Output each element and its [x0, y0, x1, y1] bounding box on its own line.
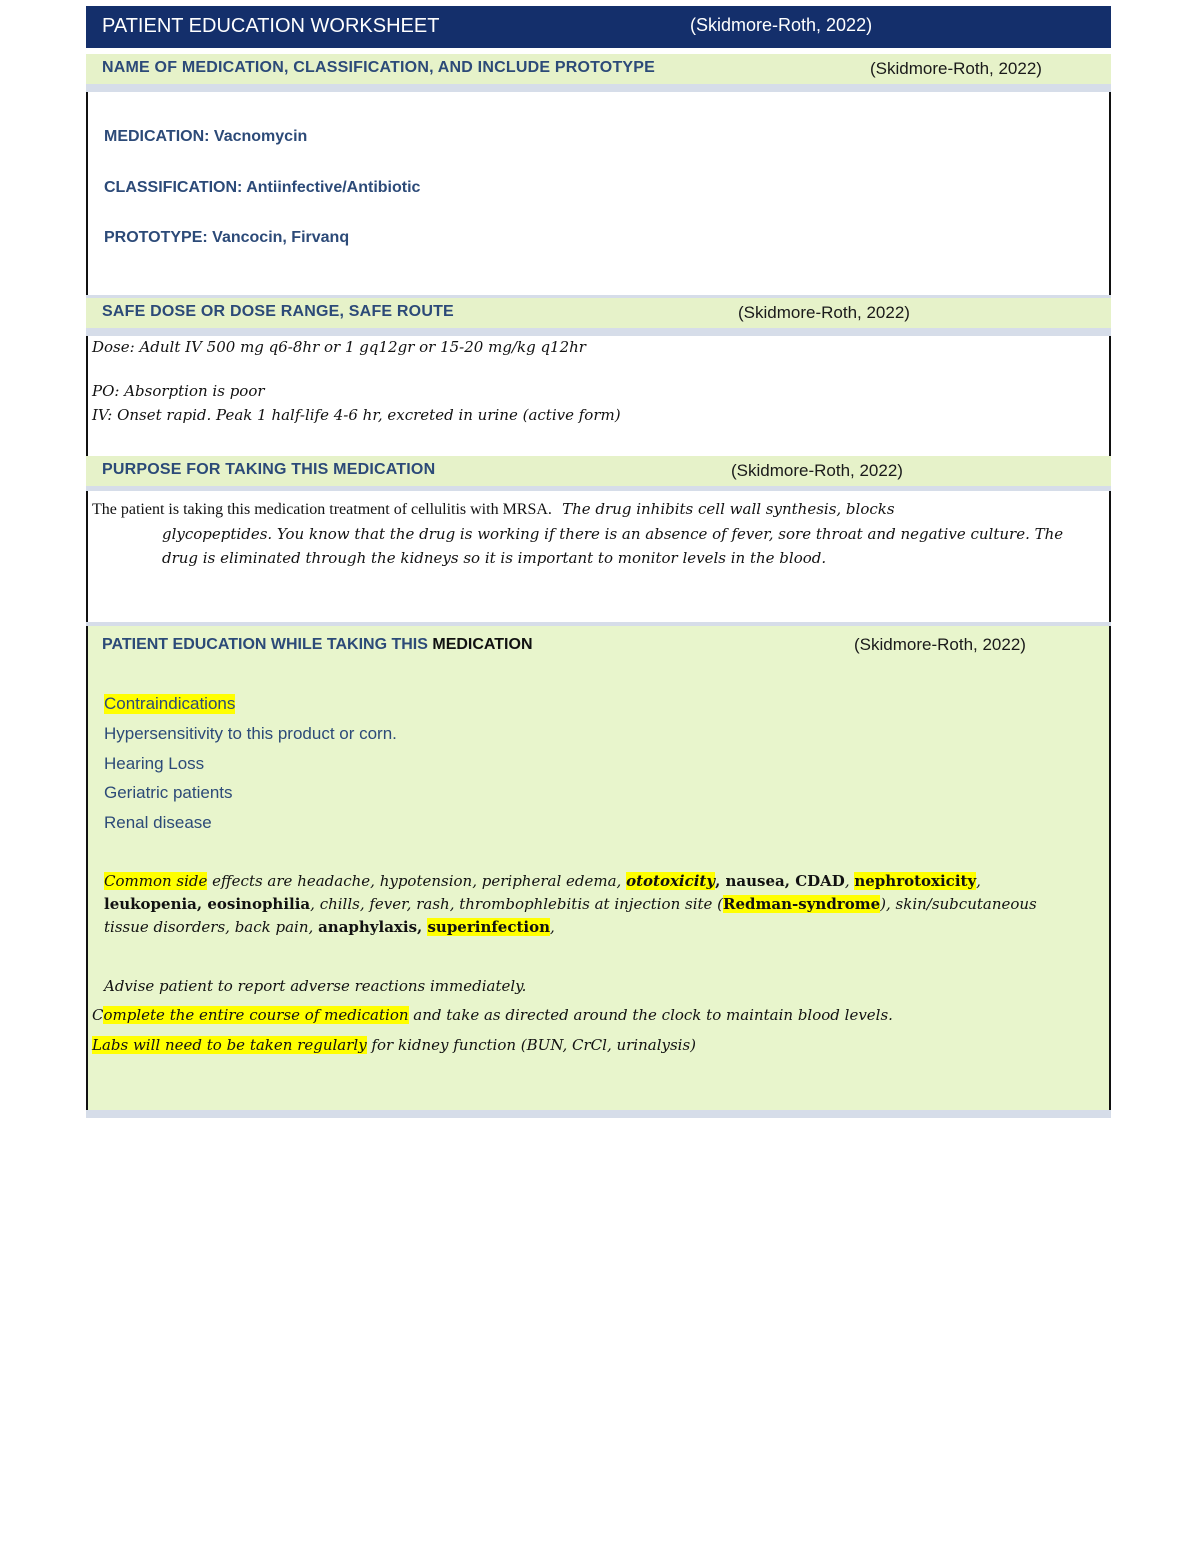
title-bar: [86, 6, 1111, 48]
title-citation: (Skidmore-Roth, 2022): [690, 15, 873, 35]
education-section-heading: PATIENT EDUCATION WHILE TAKING THIS MEDICATION: [102, 636, 533, 653]
labs-line: Labs will need to be taken regularly for kidney function (BUN, CrCl, urinalysis): [92, 1036, 697, 1054]
name-section-citation: (Skidmore-Roth, 2022): [870, 59, 1042, 78]
divider: [86, 84, 1111, 92]
worksheet-title: PATIENT EDUCATION WORKSHEET: [102, 15, 440, 37]
purpose-section-citation: (Skidmore-Roth, 2022): [731, 461, 903, 480]
po-line: PO: Absorption is poor: [92, 382, 265, 400]
contraindications-label: Contraindications: [104, 694, 236, 713]
dose-section-heading: SAFE DOSE OR DOSE RANGE, SAFE ROUTE: [102, 303, 454, 320]
prototype-line: PROTOTYPE: Vancocin, Firvanq: [104, 229, 350, 246]
iv-line: IV: Onset rapid. Peak 1 half-life 4-6 hr, excreted in urine (active form): [92, 406, 621, 424]
classification-line: CLASSIFICATION: Antiinfective/Antibiotic: [104, 179, 421, 196]
medication-line: MEDICATION: Vacnomycin: [104, 128, 308, 145]
contraindication-item: Renal disease: [104, 813, 212, 832]
education-section-citation: (Skidmore-Roth, 2022): [854, 635, 1026, 654]
purpose-section-heading: PURPOSE FOR TAKING THIS MEDICATION: [102, 461, 436, 478]
complete-course-line: Complete the entire course of medication and take as directed around the clock to maintain blood levels.: [92, 1006, 893, 1024]
education-section-body: [86, 626, 1111, 1110]
side-effects-paragraph: Common side effects are headache, hypotension, peripheral edema, ototoxicity, nausea, CDAD, nephrotoxicity, leukopenia, eosinophilia, chills, fever, rash, thrombophlebitis at injection site (Redman-syndrome), skin/subcutaneous tissue disorders, back pain, anaphylaxis, superinfection,: [104, 872, 1037, 936]
name-section-body: [86, 92, 1111, 295]
dose-section-header: [86, 298, 1111, 328]
purpose-lead: The patient is taking this medication treatment of cellulitis with MRSA.: [92, 501, 552, 518]
purpose-line3: drug is eliminated through the kidneys so it is important to monitor levels in the blood.: [162, 549, 827, 567]
contraindication-item: Geriatric patients: [104, 783, 233, 802]
contraindication-item: Hypersensitivity to this product or corn.: [104, 724, 397, 743]
contraindication-item: Hearing Loss: [104, 754, 205, 773]
purpose-line2: glycopeptides. You know that the drug is working if there is an absence of fever, sore throat and negative culture. The: [162, 525, 1064, 543]
dose-section-citation: (Skidmore-Roth, 2022): [738, 303, 910, 322]
purpose-text: [92, 497, 1107, 570]
purpose-section-body: [86, 491, 1111, 622]
name-section-header: [86, 54, 1111, 84]
name-section-heading: NAME OF MEDICATION, CLASSIFICATION, AND INCLUDE PROTOTYPE: [102, 59, 656, 76]
dose-section-body: [86, 336, 1111, 456]
purpose-section-header: [86, 456, 1111, 486]
dose-line: Dose: Adult IV 500 mg q6-8hr or 1 gq12gr or 15-20 mg/kg q12hr: [92, 338, 586, 356]
advise-line: Advise patient to report adverse reactions immediately.: [104, 977, 527, 995]
bottom-divider: [86, 1110, 1111, 1118]
divider: [86, 328, 1111, 336]
purpose-line1: The drug inhibits cell wall synthesis, blocks: [562, 500, 895, 518]
